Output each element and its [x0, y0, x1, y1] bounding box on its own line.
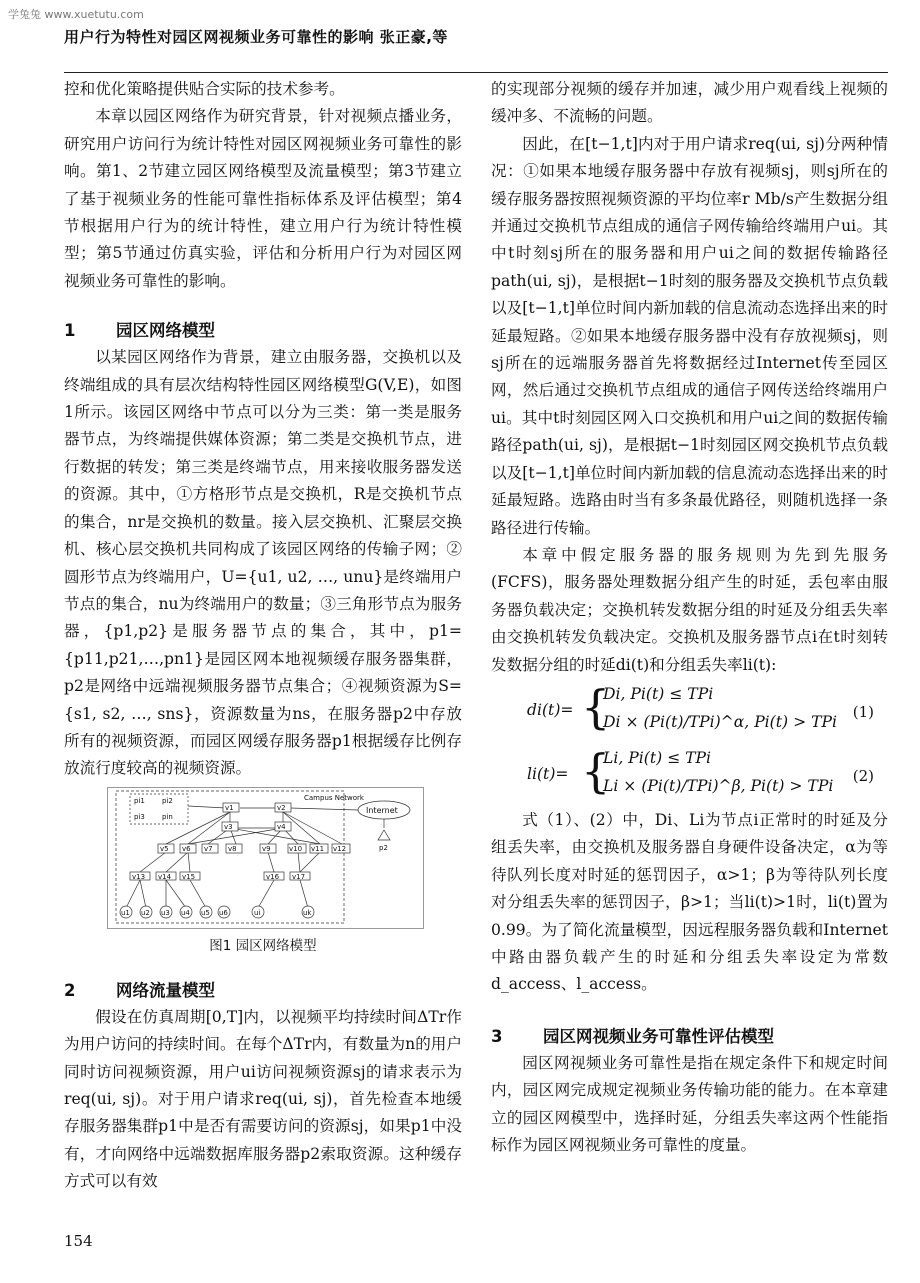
svg-text:v14: v14 — [158, 872, 172, 881]
switch-node: v4 — [277, 822, 286, 831]
paragraph: 本章以园区网络作为研究背景，针对视频点播业务，研究用户访问行为统计特性对园区网视频业务可靠性的影响。第1、2节建立园区网络模型及流量模型；第3节建立了基于视频业务的性能可靠性指标体系及评估模型；第4节根据用户行为的统计特性，建立用户行为统计特性模型；第5节通过仿真实验，评估和分析用户行为对园区网视频业务可靠性的影响。 — [64, 107, 462, 290]
paragraph: 园区网视频业务可靠性是指在规定条件下和规定时间内，园区网完成规定视频业务传输功能的能力。在本章建立的园区网模型中，选择时延，分组丢失率这两个性能指标作为园区网视频业务可靠性的度量。 — [491, 1053, 888, 1154]
svg-text:ui: ui — [254, 908, 261, 917]
svg-text:v10: v10 — [289, 844, 303, 853]
svg-text:u3: u3 — [161, 908, 170, 917]
header-rule — [64, 72, 888, 73]
switch-node: v1 — [225, 803, 234, 812]
remote-server-label: p2 — [379, 843, 388, 852]
svg-text:v5: v5 — [160, 844, 169, 853]
watermark: 学兔兔 www.xuetutu.com — [8, 8, 144, 21]
paragraph: 控和优化策略提供贴合实际的技术参考。 — [64, 80, 345, 98]
svg-text:v11: v11 — [311, 844, 325, 853]
svg-text:u2: u2 — [141, 908, 150, 917]
access-switches — [158, 844, 350, 853]
svg-text:u5: u5 — [201, 908, 210, 917]
svg-text:v13: v13 — [132, 872, 146, 881]
paragraph: 因此，在[t−1,t]内对于用户请求req(ui, sj)分两种情况：①如果本地缓存服务器中存放有视频sj，则sj所在的缓存服务器按照视频资源的平均位率r Mb/s产生数据分组并通过交换机节点组成的通信子网传输给终端用户ui。其中t时刻sj所在的服务器和用户ui之间的数据传输路径path(ui, sj)，是根据t−1时刻的服务器及交换机节点负载以及[t−1,t]单位时间内新加载的信息流动态选择出来的时延最短路。②如果本地缓存服务器中没有存放视频sj，则sj所在的远端服务器首先将数据经过Internet传至园区网，然后通过交换机节点组成的通信子网传送给终端用户ui。其中t时刻园区网入口交换机和用户ui之间的数据传输路径path(ui, sj)，是根据t−1时刻园区网交换机节点负载以及[t−1,t]单位时间内新加载的信息流动态选择出来的时延最短路。选路由时当有多条最优路径，则随机选择一条路径进行传输。 — [491, 134, 888, 537]
edge-switches — [130, 872, 310, 881]
server-node: pi1 — [134, 796, 145, 805]
equation-2: li(t)= { Li, Pi(t) ≤ TPi Li × (Pi(t)/TPi)^β, Pi(t) > TPi (2) — [527, 743, 874, 798]
page-number: 154 — [64, 1232, 93, 1250]
svg-text:v17: v17 — [292, 872, 306, 881]
svg-text:v15: v15 — [182, 872, 196, 881]
running-header: 用户行为特性对园区网视频业务可靠性的影响 张正豪,等 — [64, 28, 448, 46]
server-node: pi3 — [134, 812, 145, 821]
svg-text:uk: uk — [303, 908, 312, 917]
svg-text:v9: v9 — [262, 844, 271, 853]
section-heading-1: 1 园区网络模型 — [64, 321, 215, 341]
paragraph: 以某园区网络作为背景，建立由服务器，交换机以及终端组成的具有层次结构特性园区网络模型G(V,E)，如图1所示。该园区网络中节点可以分为三类：第一类是服务器节点，为终端提供媒体资源；第二类是交换机节点，进行数据的转发；第三类是终端节点，用来接收服务器发送的资源。其中，①方格形节点是交换机，R是交换机节点的集合，nr是交换机的数量。接入层交换机、汇聚层交换机、核心层交换机共同构成了该园区网络的传输子网；②圆形节点为终端用户，U={u1, u2, …, unu}是终端用户节点的集合，nu为终端用户的数量；③三角形节点为服务器，{p1,p2}是服务器节点的集合，其中，p1={p11,p21,…,pn1}是园区网本地视频缓存服务器集群，p2是网络中远端视频服务器节点集合；④视频资源为S={s1, s2, …, sns}，资源数量为ns，在服务器p2中存放所有的视频资源，而园区网缓存服务器p1根据缓存比例存放流行度较高的视频资源。 — [64, 348, 462, 778]
network-diagram — [108, 788, 423, 928]
paragraph: 本章中假定服务器的服务规则为先到先服务(FCFS)，服务器处理数据分组产生的时延，丢包率由服务器负载决定；交换机转发数据分组的时延及分组丢失率由交换机转发负载决定。交换机及服务器节点i在t时刻转发数据分组的时延di(t)和分组丢失率li(t): — [491, 545, 888, 674]
svg-text:v7: v7 — [204, 844, 213, 853]
figure-caption: 图1 园区网络模型 — [209, 937, 317, 954]
svg-text:u4: u4 — [181, 908, 190, 917]
svg-text:v12: v12 — [333, 844, 347, 853]
svg-text:v16: v16 — [266, 872, 280, 881]
paragraph: 假设在仿真周期[0,T]内，以视频平均持续时间ΔTr作为用户访问的持续时间。在每个ΔTr内，有数量为n的用户同时访问视频资源，用户ui访问视频资源sj的请求表示为req(ui, sj)。对于用户请求req(ui, sj)，首先检查本地缓存服务器集群p1中是否有需要访问的资源sj，如果p1中没有，才向网络中远端数据库服务器p2索取资源。这种缓存方式可以有效 — [64, 1007, 462, 1191]
server-node: pi2 — [162, 796, 173, 805]
equation-1: di(t)= { Di, Pi(t) ≤ TPi Di × (Pi(t)/TPi)^α, Pi(t) > TPi (1) — [527, 679, 874, 734]
server-nodes — [134, 797, 173, 821]
svg-text:v6: v6 — [182, 844, 191, 853]
paragraph: 的实现部分视频的缓存并加速，减少用户观看线上视频的缓冲多、不流畅的问题。 — [491, 80, 888, 126]
paragraph: 式（1）、(2）中，Di、Li为节点i正常时的时延及分组丢失率，由交换机及服务器自身硬件设备决定，α为等待队列长度对时延的惩罚因子，α>1；β为等待队列长度对分组丢失率的惩罚因子，β>1；当li(t)>1时，li(t)置为0.99。为了简化流量模型，因远程服务器负载和Internet中路由器负载产生的时延和分组丢失率设定为常数d_access、l_access。 — [491, 810, 888, 994]
svg-text:u1: u1 — [121, 908, 130, 917]
switch-node: v2 — [277, 803, 286, 812]
campus-network-label: Campus Network — [304, 793, 364, 802]
internet-label: Internet — [366, 805, 398, 815]
svg-text:v8: v8 — [228, 844, 237, 853]
section-heading-2: 2 网络流量模型 — [64, 980, 215, 1000]
switch-node: v3 — [224, 822, 233, 831]
network-figure — [107, 787, 424, 929]
section-heading-3: 3 园区网视频业务可靠性评估模型 — [491, 1026, 774, 1046]
left-column — [64, 76, 462, 1196]
server-node: pin — [162, 812, 173, 821]
right-column — [491, 76, 888, 1159]
user-nodes — [120, 906, 314, 918]
svg-text:u6: u6 — [219, 908, 228, 917]
